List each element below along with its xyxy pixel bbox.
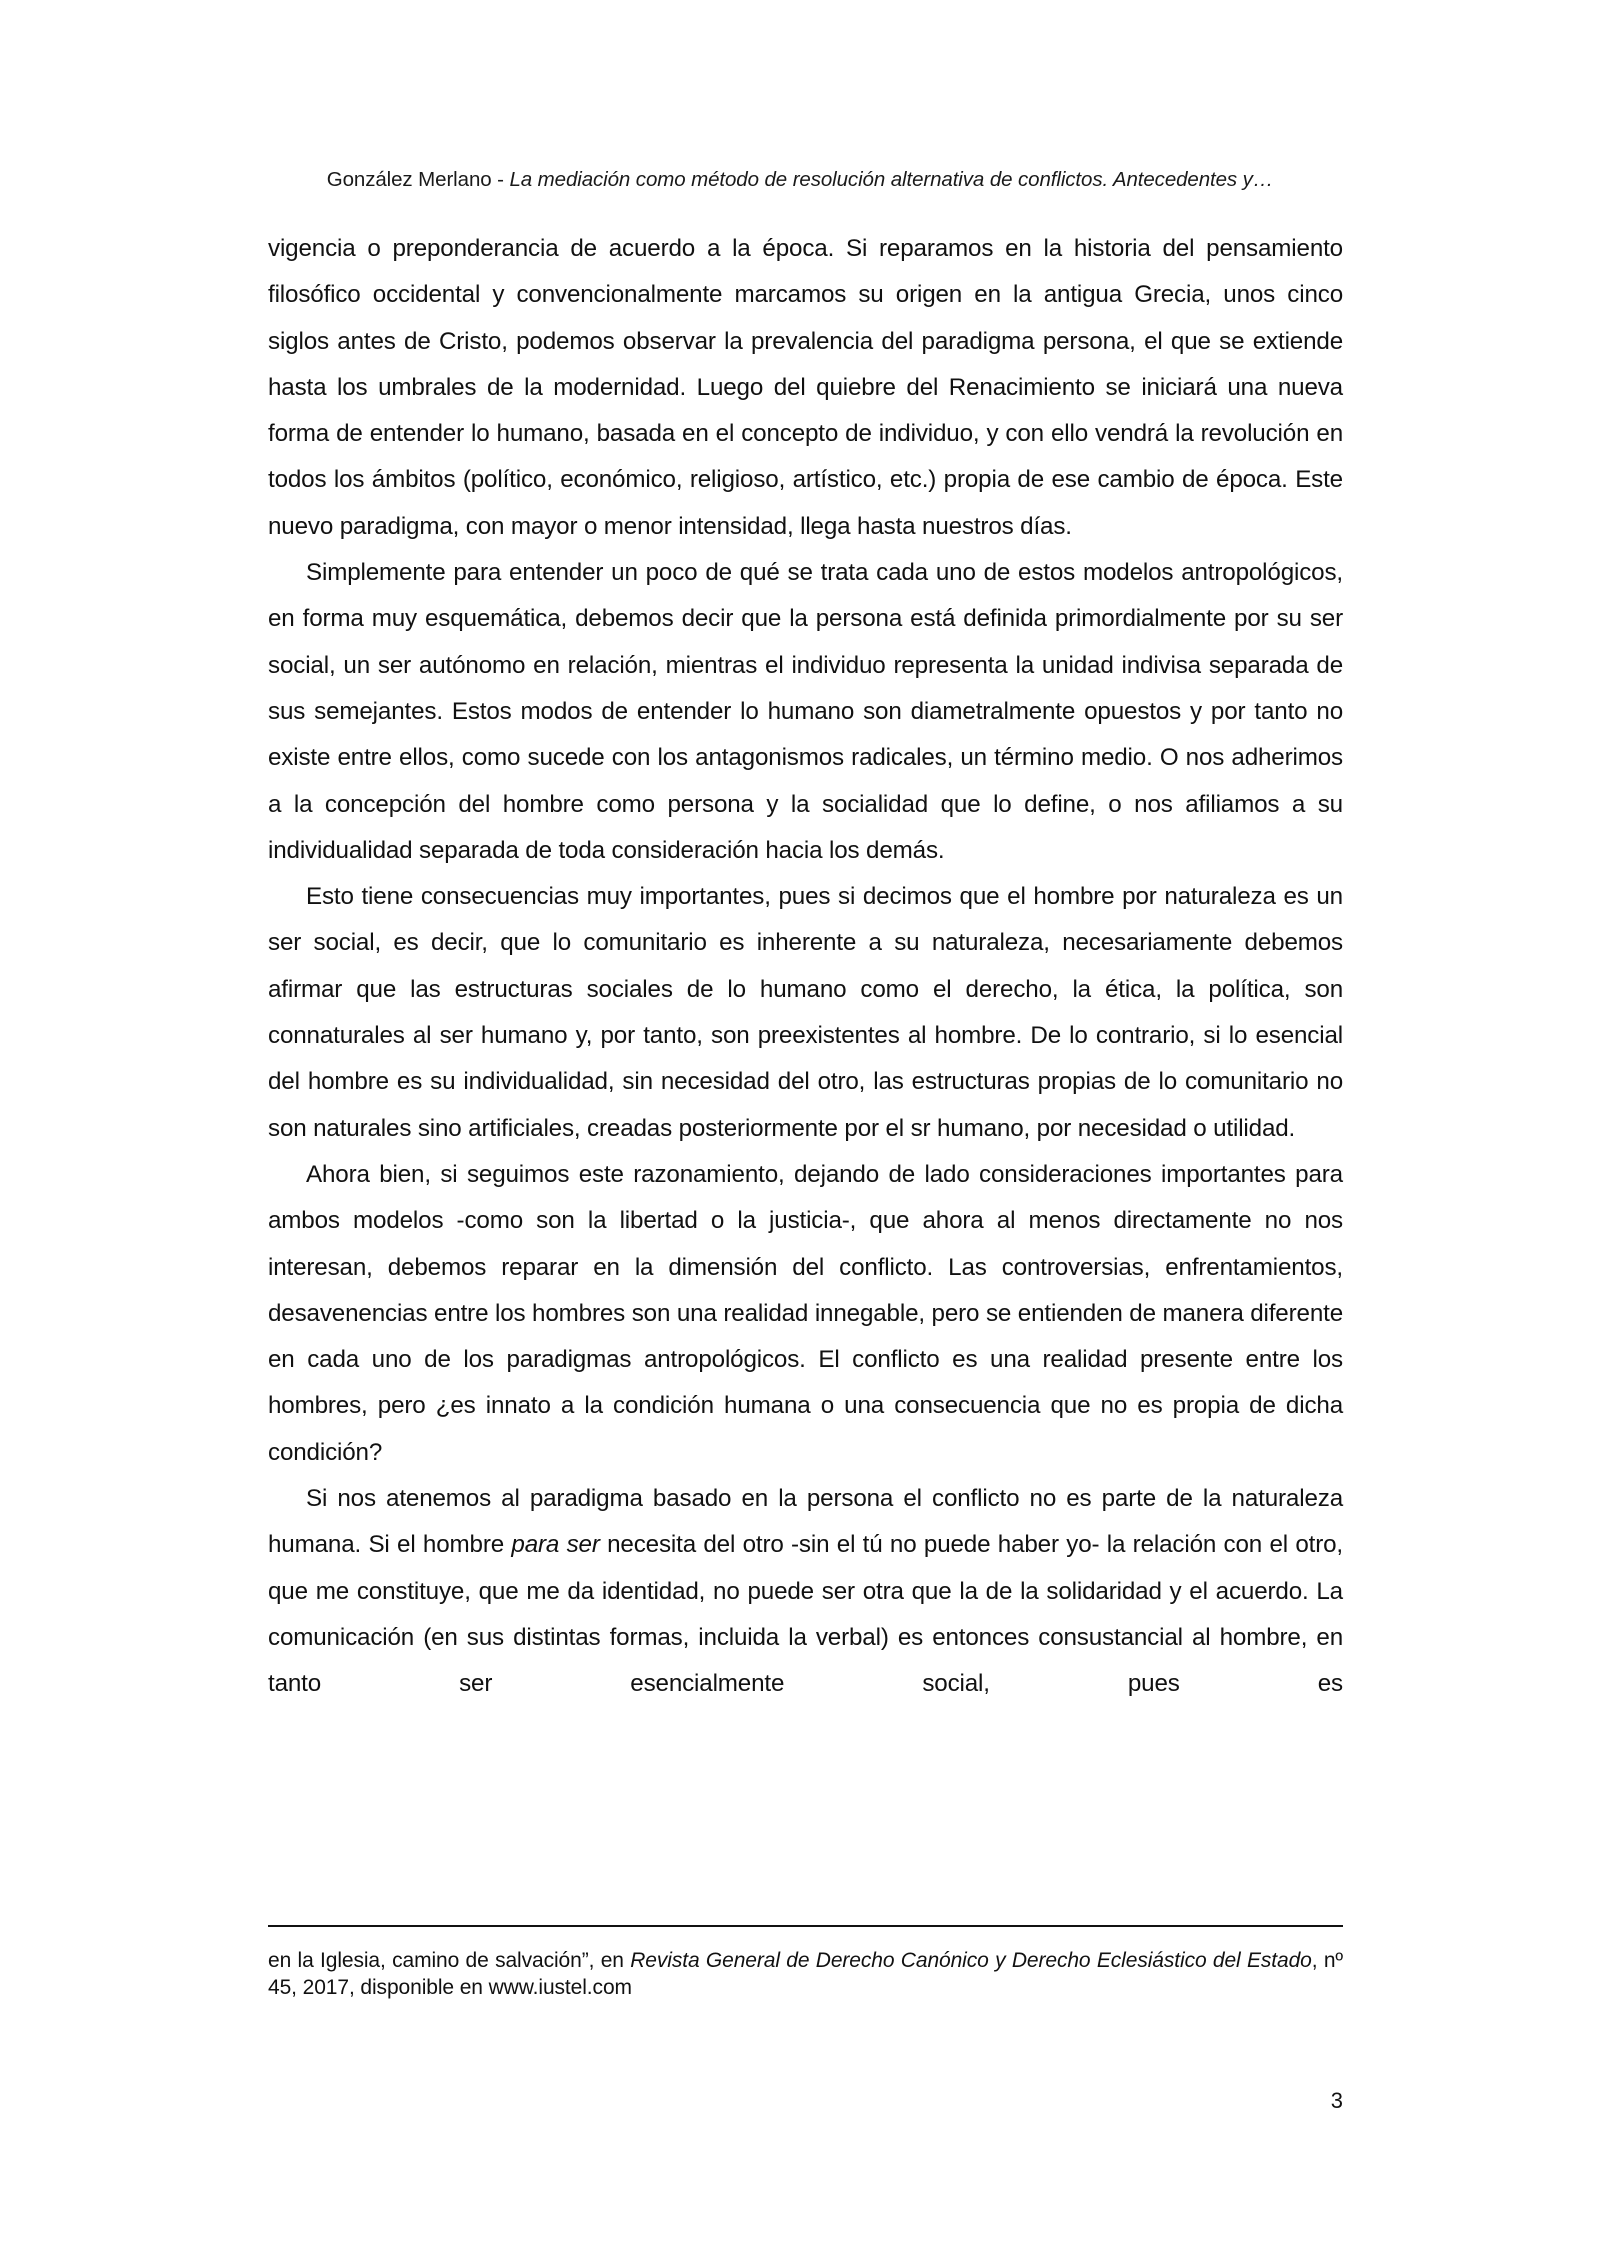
paragraph-3: Esto tiene consecuencias muy importantes, pues si decimos que el hombre por naturaleza es un ser social, es decir, que lo comunitario es inherente a su naturaleza, necesariamente debemos afirmar que las estructuras sociales de lo humano como el derecho, la ética, la política, son connaturales al ser humano y, por tanto, son preexistentes al hombre. De lo contrario, si lo esencial del hombre es su individualidad, sin necesidad del otro, las estructuras propias de lo comunitario no son naturales sino artificiales, creadas posteriormente por el sr humano, por necesidad o utilidad.	[268, 883, 1343, 1142]
paragraph-4: Ahora bien, si seguimos este razonamiento, dejando de lado consideraciones importantes para ambos modelos -como son la libertad o la justicia-, que ahora al menos directamente no nos interesan, debemos reparar en la dimensión del conflicto. Las controversias, enfrentamientos, desavenencias entre los hombres son una realidad innegable, pero se entienden de manera diferente en cada uno de los paradigmas antropológicos. El conflicto es una realidad presente entre los hombres, pero ¿es innato a la condición humana o una consecuencia que no es propia de dicha condición?	[268, 1160, 1343, 1466]
footnote-text-end: , nº 45, 2017, disponible en www.iustel.com	[268, 1949, 1344, 1999]
footnote-separator	[268, 1925, 1343, 1927]
paragraph-1: vigencia o preponderancia de acuerdo a la época. Si reparamos en la historia del pensamiento filosófico occidental y convencionalmente marcamos su origen en la antigua Grecia, unos cinco siglos antes de Cristo, podemos observar la prevalencia del paradigma persona, el que se extiende hasta los umbrales de la modernidad. Luego del quiebre del Renacimiento se iniciará una nueva forma de entender lo humano, basada en el concepto de individuo, y con ello vendrá la revolución en todos los ámbitos (político, económico, religioso, artístico, etc.) propia de ese cambio de época. Este nuevo paradigma, con mayor o menor intensidad, llega hasta nuestros días.	[268, 235, 1343, 540]
footnote-text-start: en la Iglesia, camino de salvación”, en	[268, 1949, 631, 1972]
paragraph-5-emphasis: para ser	[511, 1531, 600, 1559]
footnote	[268, 1948, 1343, 2001]
body-text	[268, 226, 1343, 1708]
page-number: 3	[1330, 2088, 1343, 2113]
paragraph-5-text-end: necesita del otro -sin el tú no puede haber yo- la relación con el otro, que me constituye, que me da identidad, no puede ser otra que la de la solidaridad y el acuerdo. La comunicación (en sus distintas formas, incluida la verbal) es entonces consustancial al hombre, en tanto ser esencialmente social, pues es	[268, 1531, 1344, 1698]
footnote-journal-title: Revista General de Derecho Canónico y Derecho Eclesiástico del Estado	[630, 1949, 1312, 1972]
header-author: González Merlano -	[326, 168, 510, 191]
running-header	[0, 168, 1600, 192]
paragraph-5	[268, 1476, 1343, 1707]
header-article-title: La mediación como método de resolución alternativa de conflictos. Antecedentes y…	[509, 168, 1274, 191]
paragraph-2: Simplemente para entender un poco de qué se trata cada uno de estos modelos antropológicos, en forma muy esquemática, debemos decir que la persona está definida primordialmente por su ser social, un ser autónomo en relación, mientras el individuo representa la unidad indivisa separada de sus semejantes. Estos modos de entender lo humano son diametralmente opuestos y por tanto no existe entre ellos, como sucede con los antagonismos radicales, un término medio. O nos adherimos a la concepción del hombre como persona y la socialidad que lo define, o nos afiliamos a su individualidad separada de toda consideración hacia los demás.	[268, 559, 1343, 864]
paragraph-5-text-start: Si nos atenemos al paradigma basado en la persona el conflicto no es parte de la naturaleza humana. Si el hombre	[268, 1485, 1343, 1559]
